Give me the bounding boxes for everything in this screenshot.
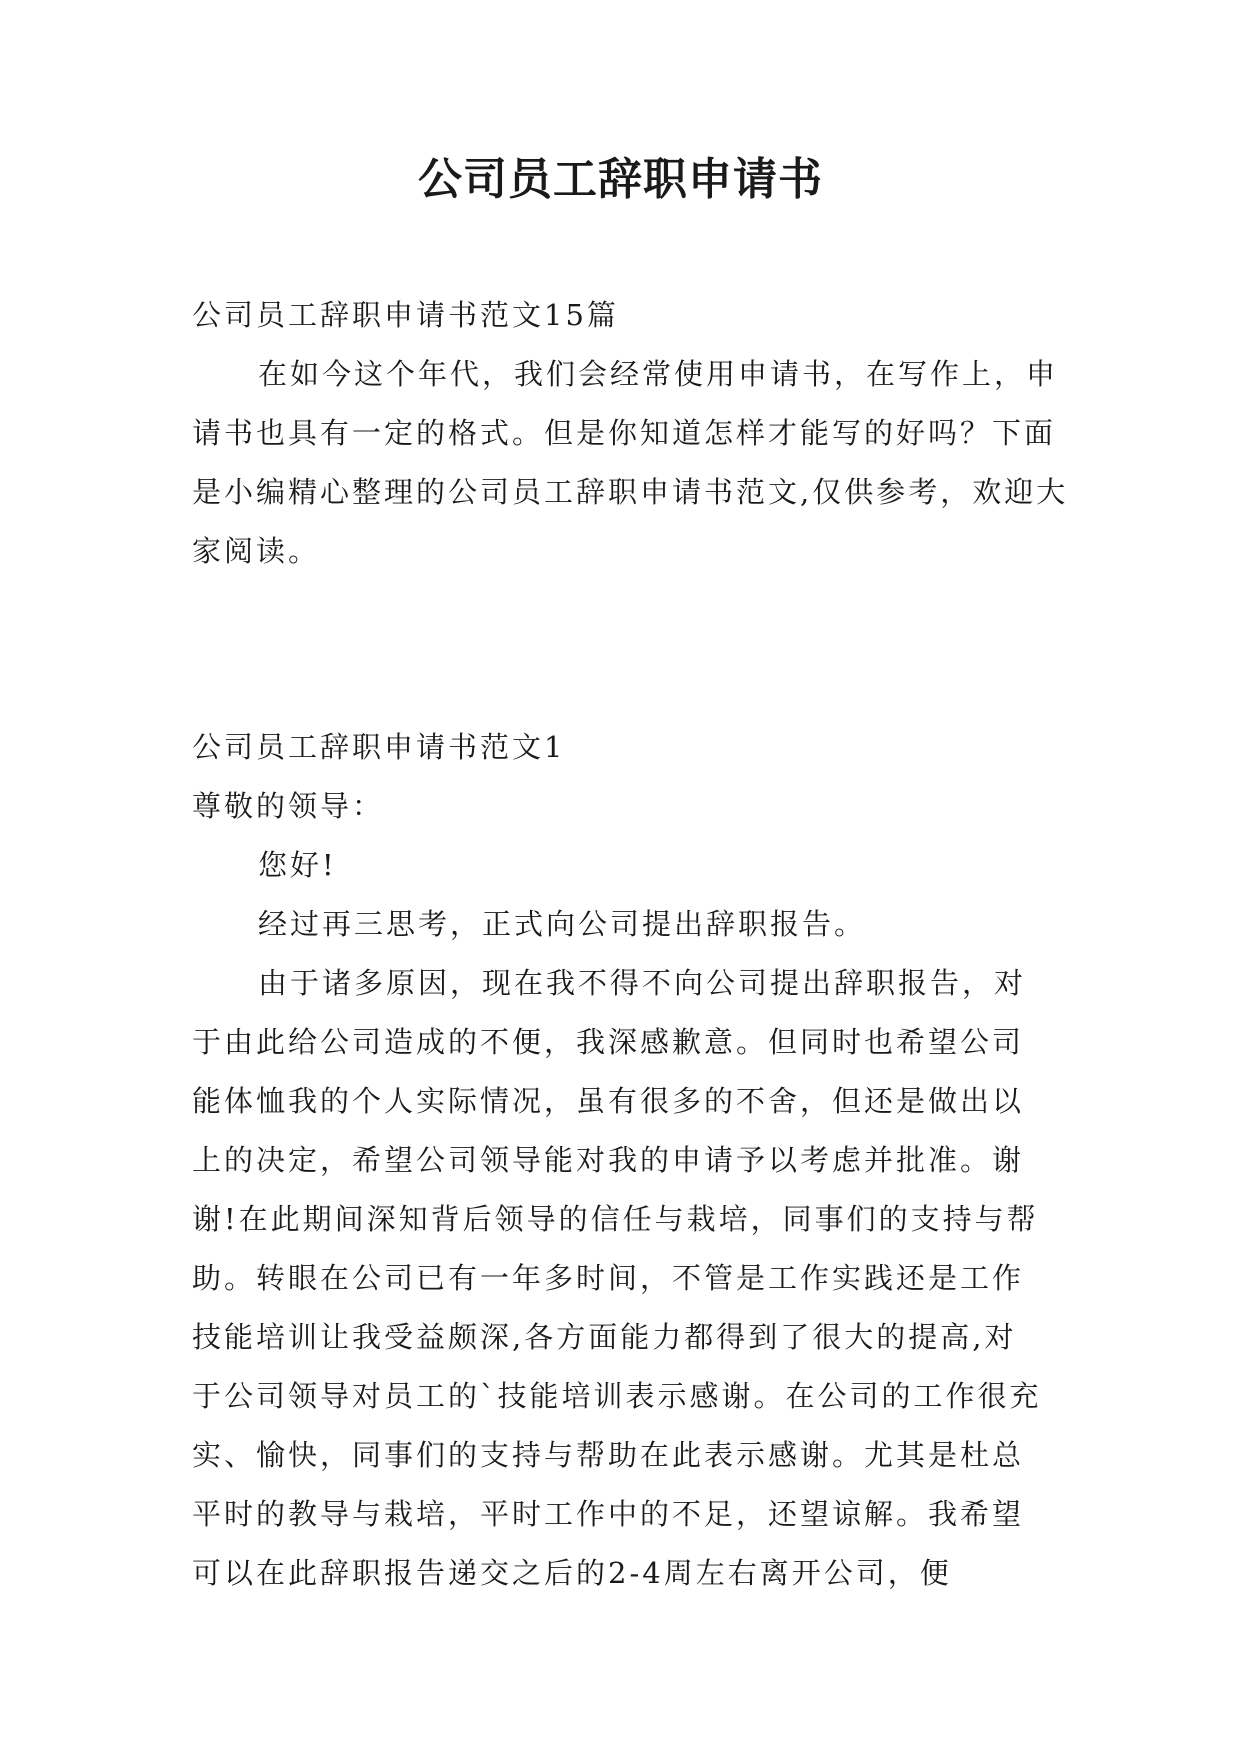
subtitle-line: 公司员工辞职申请书范文15篇 [192,298,619,332]
intro-paragraph: 在如今这个年代，我们会经常使用申请书，在写作上，申请书也具有一定的格式。但是你知道怎样才能写的好吗？下面是小编精心整理的公司员工辞职申请书范文,仅供参考，欢迎大家阅读。 [192,357,1069,568]
salutation: 尊敬的领导： [192,789,385,823]
section-spacer [192,581,1072,718]
greeting: 您好! [258,848,337,882]
paragraph-2: 由于诸多原因，现在我不得不向公司提出辞职报告，对于由此给公司造成的不便，我深感歉意。但同时也希望公司能体恤我的个人实际情况，虽有很多的不舍，但还是做出以上的决定，希望公司领导能对我的申请予以考虑并批准。谢谢!在此期间深知背后领导的信任与栽培，同事们的支持与帮助。转眼在公司已有一年多时间，不管是工作实践还是工作技能培训让我受益颇深,各方面能力都得到了很大的提高,对于公司领导对员工的`技能培训表示感谢。在公司的工作很充实、愉快，同事们的支持与帮助在此表示感谢。尤其是杜总平时的教导与栽培，平时工作中的不足，还望谅解。我希望可以在此辞职报告递交之后的2-4周左右离开公司，便 [192,966,1042,1590]
section-heading: 公司员工辞职申请书范文1 [192,730,566,764]
document-title: 公司员工辞职申请书 [418,154,823,205]
paragraph-1: 经过再三思考，正式向公司提出辞职报告。 [258,907,867,941]
document-body [192,286,1072,1603]
